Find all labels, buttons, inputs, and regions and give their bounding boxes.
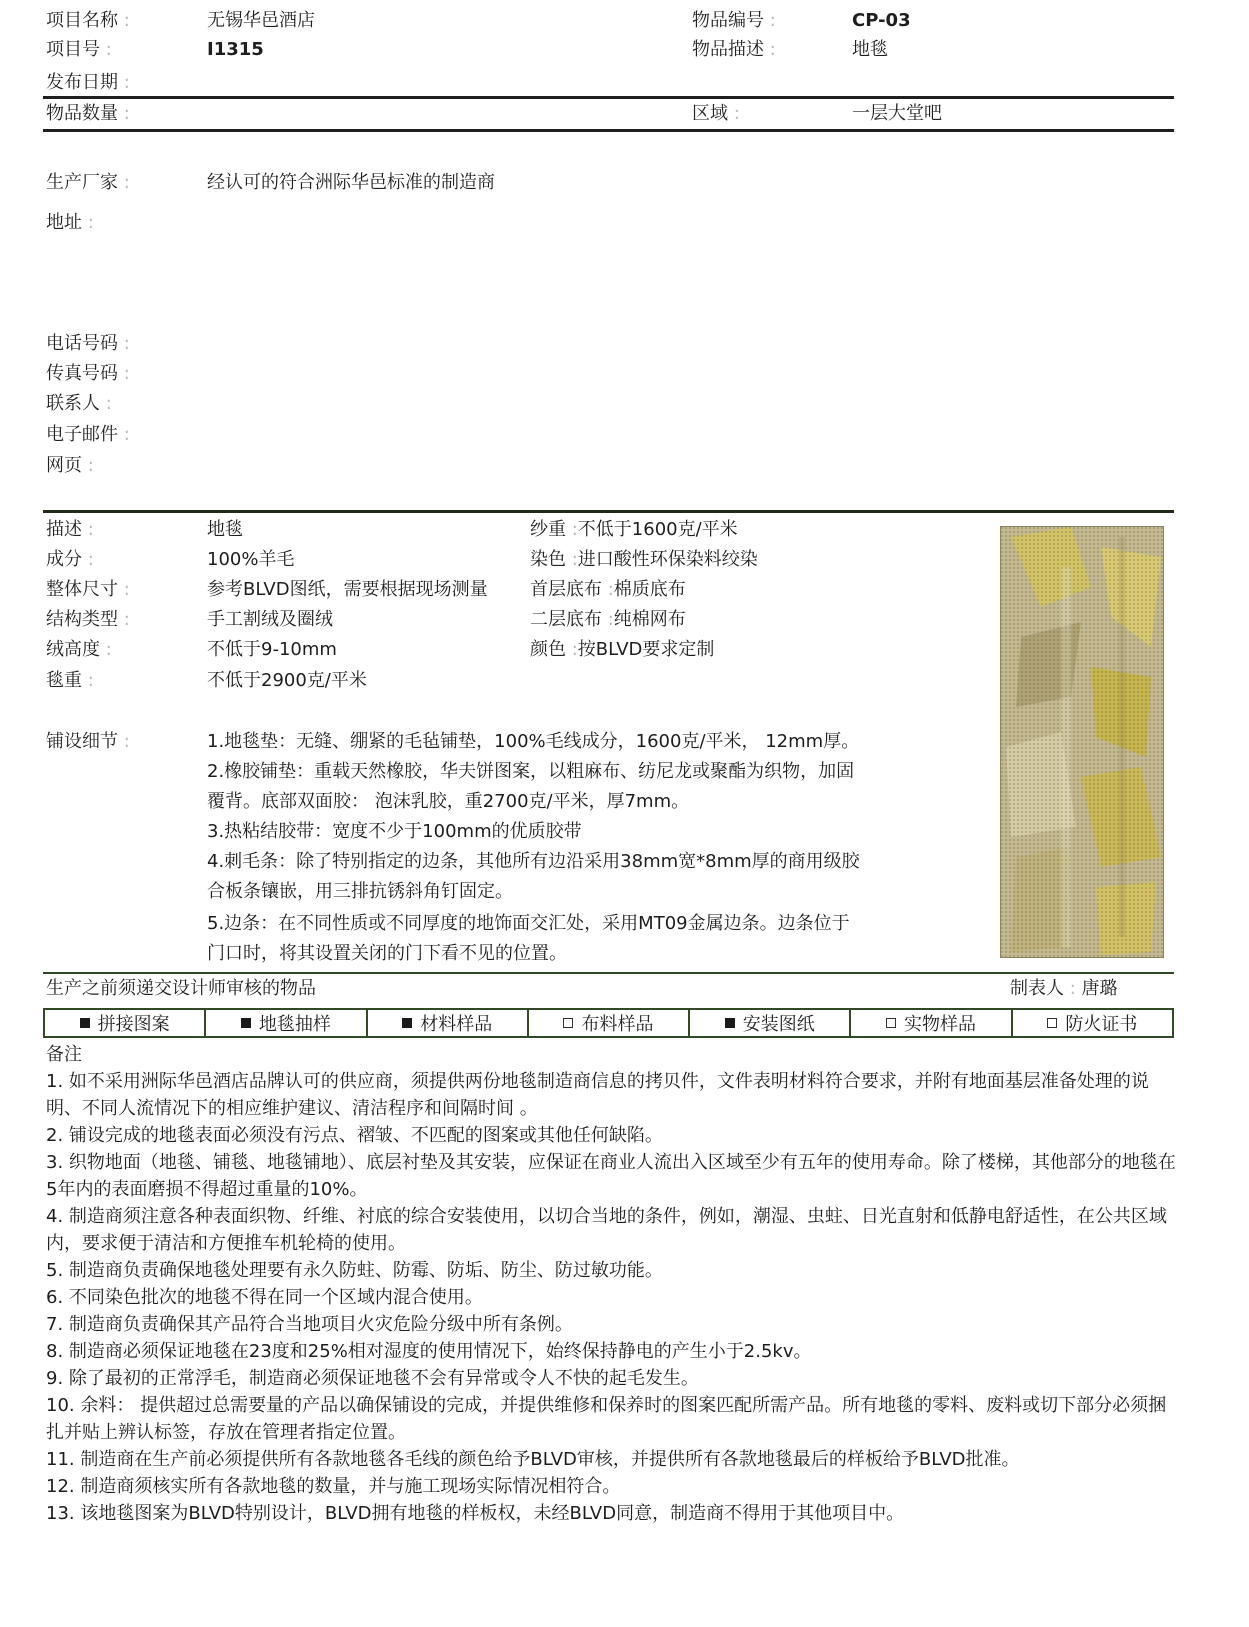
submittal-item [368, 1010, 529, 1036]
install-item-1: 1.地毯垫：无缝、绷紧的毛毡铺垫，100%毛线成分，1600克/平米， 12mm厚。 [207, 731, 860, 752]
spec-label: 二层底布 : [530, 609, 614, 630]
submittal-item [690, 1010, 851, 1036]
submittal-checklist [43, 1008, 1174, 1038]
install-item-3: 3.热粘结胶带：宽度不少于100mm的优质胶带 [207, 821, 582, 842]
note-item: 8. 制造商必须保证地毯在23度和25%相对湿度的使用情况下，始终保持静电的产生小于2.5kv。 [46, 1341, 812, 1362]
spec-value: 100%羊毛 [207, 549, 295, 570]
fax-label: 传真号码 : [46, 363, 130, 385]
spec-right-row [530, 549, 758, 571]
checked-square-icon [80, 1018, 90, 1028]
contact-label: 联系人 : [46, 393, 112, 415]
release-date-label: 发布日期 : [46, 72, 130, 94]
note-item: 6. 不同染色批次的地毯不得在同一个区域内混合使用。 [46, 1287, 483, 1308]
carpet-pattern-graphic [1001, 527, 1163, 957]
quantity-label: 物品数量 : [46, 103, 130, 125]
note-item: 13. 该地毯图案为BLVD特别设计，BLVD拥有地毯的样板权，未经BLVD同意，制造商不得用于其他项目中。 [46, 1503, 905, 1524]
header-rule-top [43, 96, 1174, 99]
submittal-item-label: 安装图纸 [742, 1014, 815, 1035]
spec-value: 不低于9-10mm [207, 639, 337, 660]
spec-label: 描述 : [46, 519, 94, 541]
maker-value: 经认可的符合洲际华邑标准的制造商 [207, 172, 495, 193]
spec-right-row [530, 639, 714, 661]
note-item: 7. 制造商负责确保其产品符合当地项目火灾危险分级中所有条例。 [46, 1314, 573, 1335]
install-item-4: 4.刺毛条：除了特别指定的边条，其他所有边沿采用38mm宽*8mm厚的商用级胶合板条镶嵌，用三排抗锈斜角钉固定。 [207, 851, 860, 902]
spec-label: 毯重 : [46, 670, 94, 692]
project-name-value: 无锡华邑酒店 [207, 10, 315, 31]
spec-value: 不低于1600克/平米 [577, 519, 738, 540]
item-no-value: CP-03 [852, 10, 911, 31]
submittal-item [529, 1010, 690, 1036]
note-item: 9. 除了最初的正常浮毛，制造商必须保证地毯不会有异常或令人不快的起毛发生。 [46, 1368, 699, 1389]
maker-label: 生产厂家 : [46, 172, 130, 194]
install-item-5: 5.边条：在不同性质或不同厚度的地饰面交汇处，采用MT09金属边条。边条位于门口时，将其设置关闭的门下看不见的位置。 [207, 913, 850, 964]
checked-square-icon [241, 1018, 251, 1028]
submittal-item [206, 1010, 367, 1036]
phone-label: 电话号码 : [46, 333, 130, 355]
header-rule-bottom [43, 129, 1174, 132]
project-name-label: 项目名称 : [46, 10, 130, 32]
spec-value: 棉质底布 [613, 579, 686, 600]
note-item: 11. 制造商在生产前必须提供所有各款地毯各毛线的颜色给予BLVD审核，并提供所有各款地毯最后的样板给予BLVD批准。 [46, 1449, 1020, 1470]
spec-value: 手工割绒及圈绒 [207, 609, 333, 630]
email-label: 电子邮件 : [46, 424, 130, 446]
web-label: 网页 : [46, 455, 94, 477]
spec-value: 纯棉网布 [613, 609, 686, 630]
submittal-item-label: 材料样品 [420, 1014, 493, 1035]
spec-value: 进口酸性环保染料绞染 [577, 549, 758, 570]
submittal-item [851, 1010, 1012, 1036]
notes-title: 备注 [46, 1044, 82, 1065]
spec-right-row [530, 579, 686, 601]
submittal-item-label: 实物样品 [904, 1014, 977, 1035]
empty-square-icon [563, 1018, 573, 1028]
install-item-2: 2.橡胶铺垫：重载天然橡胶，华夫饼图案，以粗麻布、纺尼龙或聚酯为织物，加固覆背。底部双面胶： 泡沫乳胶，重2700克/平米，厚7mm。 [207, 761, 855, 812]
area-label: 区域 : [692, 103, 740, 125]
submittal-rule [43, 972, 1174, 974]
spec-right-row [530, 609, 686, 631]
spec-value: 不低于2900克/平米 [207, 670, 367, 691]
spec-value: 地毯 [207, 519, 243, 540]
item-desc-value: 地毯 [852, 39, 888, 60]
note-item: 2. 铺设完成的地毯表面必须没有污点、褶皱、不匹配的图案或其他任何缺陷。 [46, 1125, 663, 1146]
item-desc-label: 物品描述 : [692, 39, 776, 61]
address-label: 地址 : [46, 212, 94, 234]
empty-square-icon [1047, 1018, 1057, 1028]
preparer-value: 唐璐 [1081, 978, 1118, 999]
item-no-label: 物品编号 : [692, 10, 776, 32]
preparer-row [1010, 978, 1118, 1000]
spec-rule-top [43, 510, 1174, 513]
note-item: 10. 余料： 提供超过总需要量的产品以确保铺设的完成，并提供维修和保养时的图案匹配所需产品。所有地毯的零料、废料或切下部分必须捆扎并贴上辨认标签，存放在管理者指定位置。 [46, 1395, 1167, 1443]
spec-label: 首层底布 : [530, 579, 614, 600]
spec-value: 参考BLVD图纸，需要根据现场测量 [207, 579, 488, 600]
spec-label: 颜色 : [530, 639, 578, 660]
submittal-item [1013, 1010, 1172, 1036]
preparer-label: 制表人 : [1010, 978, 1076, 999]
area-value: 一层大堂吧 [852, 103, 942, 124]
project-no-label: 项目号 : [46, 39, 112, 61]
note-item: 1. 如不采用洲际华邑酒店品牌认可的供应商，须提供两份地毯制造商信息的拷贝件，文件表明材料符合要求，并附有地面基层准备处理的说明、不同人流情况下的相应维护建议、清洁程序和间隔时间 。 [46, 1071, 1149, 1119]
note-item: 3. 织物地面（地毯、铺毯、地毯铺地）、底层衬垫及其安装，应保证在商业人流出入区域至少有五年的使用寿命。除了楼梯，其他部分的地毯在5年内的表面磨损不得超过重量的10%。 [46, 1152, 1176, 1200]
spec-label: 整体尺寸 : [46, 579, 130, 601]
note-item: 5. 制造商负责确保地毯处理要有永久防蛀、防霉、防垢、防尘、防过敏功能。 [46, 1260, 663, 1281]
project-no-value: I1315 [207, 39, 264, 60]
spec-label: 染色 : [530, 549, 578, 570]
submittal-title: 生产之前须递交设计师审核的物品 [46, 978, 316, 999]
checked-square-icon [402, 1018, 412, 1028]
install-label: 铺设细节 : [46, 731, 130, 753]
note-item: 12. 制造商须核实所有各款地毯的数量，并与施工现场实际情况相符合。 [46, 1476, 621, 1497]
submittal-item-label: 防火证书 [1065, 1014, 1138, 1035]
spec-right-row [530, 519, 738, 541]
spec-value: 按BLVD要求定制 [577, 639, 715, 660]
spec-label: 绒高度 : [46, 639, 112, 661]
submittal-item-label: 地毯抽样 [258, 1014, 331, 1035]
submittal-item-label: 拼接图案 [97, 1014, 170, 1035]
submittal-item-label: 布料样品 [581, 1014, 654, 1035]
spec-label: 结构类型 : [46, 609, 130, 631]
checked-square-icon [725, 1018, 735, 1028]
spec-label: 成分 : [46, 549, 94, 571]
carpet-swatch-image [1000, 526, 1164, 958]
empty-square-icon [886, 1018, 896, 1028]
submittal-item [45, 1010, 206, 1036]
spec-label: 纱重 : [530, 519, 578, 540]
note-item: 4. 制造商须注意各种表面织物、纤维、衬底的综合安装使用，以切合当地的条件，例如，潮湿、虫蛀、日光直射和低静电舒适性，在公共区域内，要求便于清洁和方便推车机轮椅的使用。 [46, 1206, 1167, 1254]
